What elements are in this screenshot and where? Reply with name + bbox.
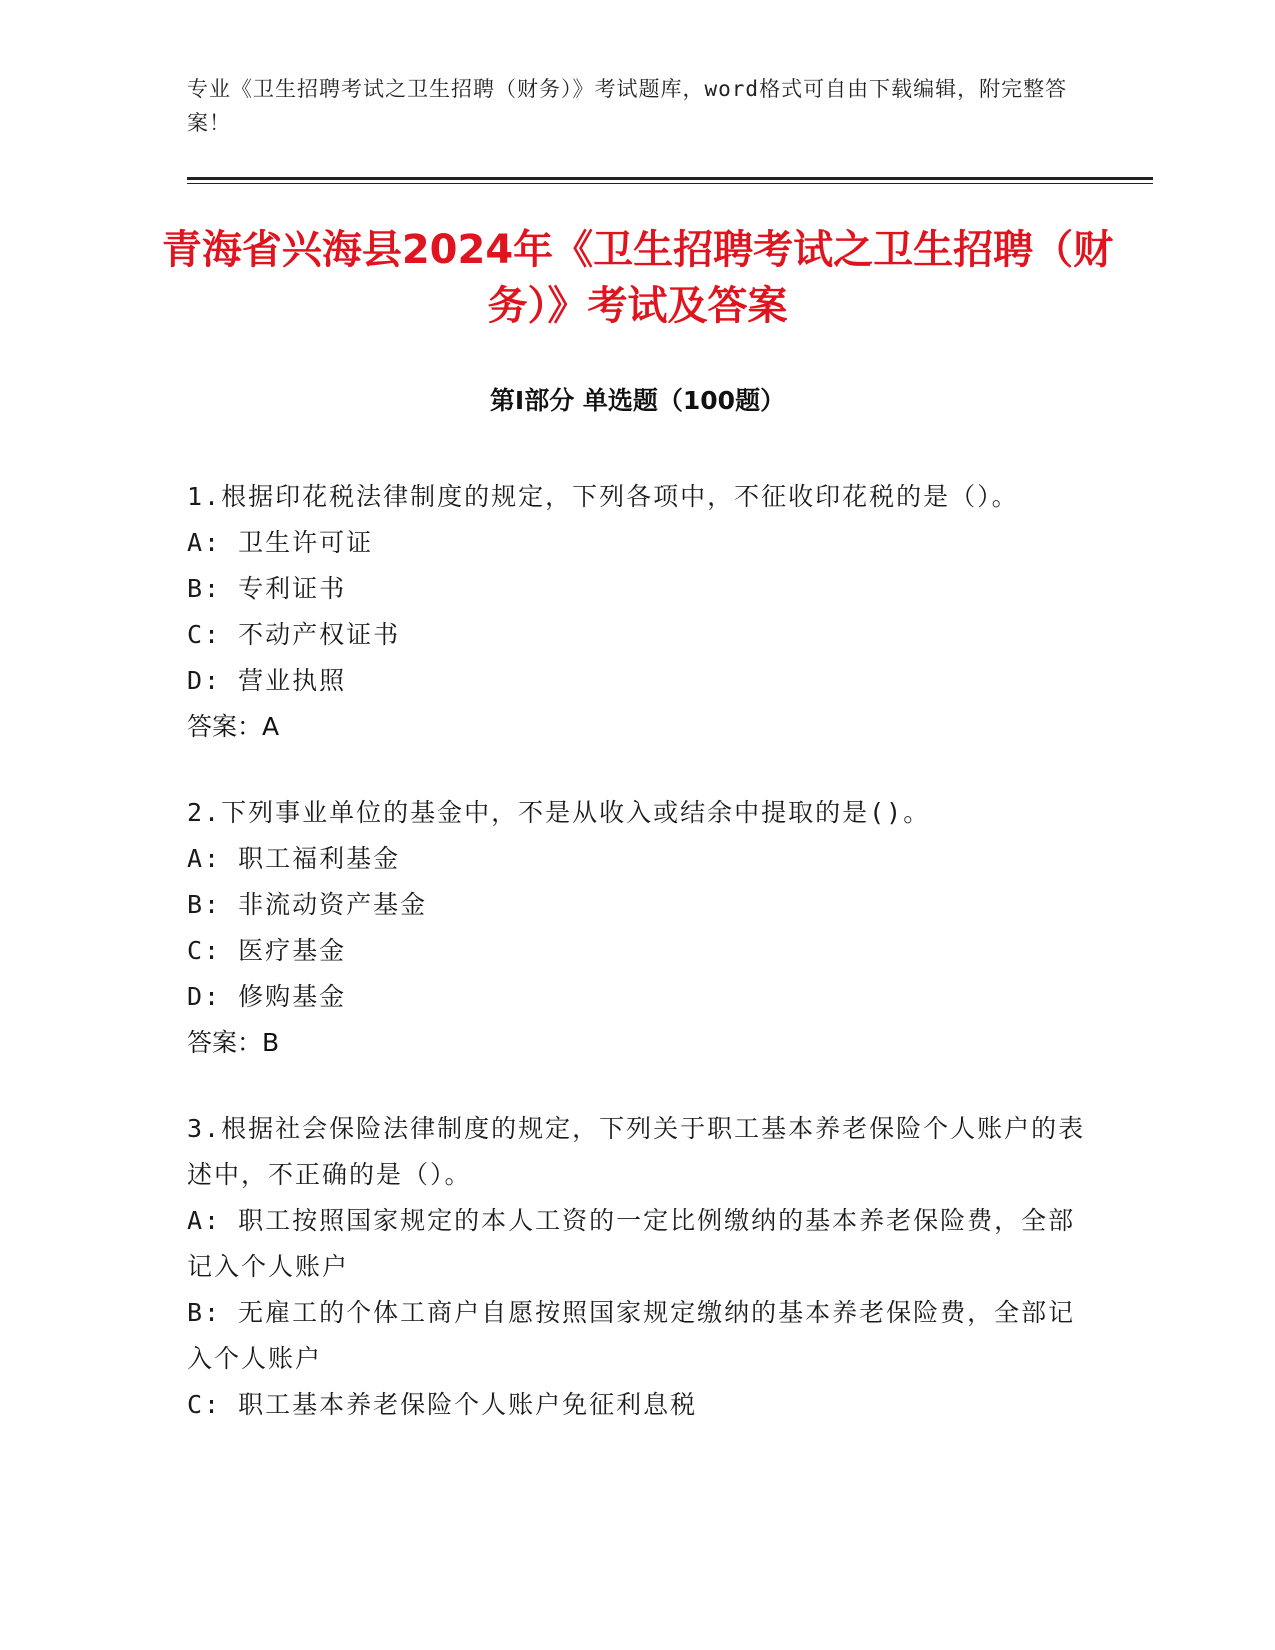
question-stem: 1.根据印花税法律制度的规定，下列各项中，不征收印花税的是（）。 <box>187 482 1019 511</box>
option-c: C: 医疗基金 <box>187 936 347 965</box>
option-a: A: 卫生许可证 <box>187 528 374 557</box>
header-note: 专业《卫生招聘考试之卫生招聘（财务）》考试题库，word格式可自由下载编辑，附完整答案！ <box>187 77 1068 135</box>
question-list <box>187 474 1087 1468</box>
question-1 <box>187 474 1087 750</box>
option-b: B: 专利证书 <box>187 574 347 603</box>
answer-label: 答案：B <box>187 1028 280 1057</box>
section-heading: 第Ⅰ部分 单选题（100题） <box>489 386 786 415</box>
question-stem: 3.根据社会保险法律制度的规定，下列关于职工基本养老保险个人账户的表述中，不正确的是（）。 <box>187 1114 1086 1189</box>
option-a: A: 职工按照国家规定的本人工资的一定比例缴纳的基本养老保险费，全部记入个人账户 <box>187 1206 1076 1281</box>
header-rule-thin <box>187 183 1153 184</box>
option-c: C: 不动产权证书 <box>187 620 401 649</box>
option-b: B: 无雇工的个体工商户自愿按照国家规定缴纳的基本养老保险费，全部记入个人账户 <box>187 1298 1076 1373</box>
question-stem: 2.下列事业单位的基金中，不是从收入或结余中提取的是()。 <box>187 798 931 827</box>
option-c: C: 职工基本养老保险个人账户免征利息税 <box>187 1390 698 1419</box>
option-d: D: 营业执照 <box>187 666 347 695</box>
answer-label: 答案：A <box>187 712 280 741</box>
option-b: B: 非流动资产基金 <box>187 890 428 919</box>
question-3 <box>187 1106 1087 1428</box>
option-d: D: 修购基金 <box>187 982 347 1011</box>
document-title: 青海省兴海县2024年《卫生招聘考试之卫生招聘（财务）》考试及答案 <box>161 227 1114 329</box>
question-2 <box>187 790 1087 1066</box>
option-a: A: 职工福利基金 <box>187 844 401 873</box>
header-rule-thick <box>187 177 1153 180</box>
